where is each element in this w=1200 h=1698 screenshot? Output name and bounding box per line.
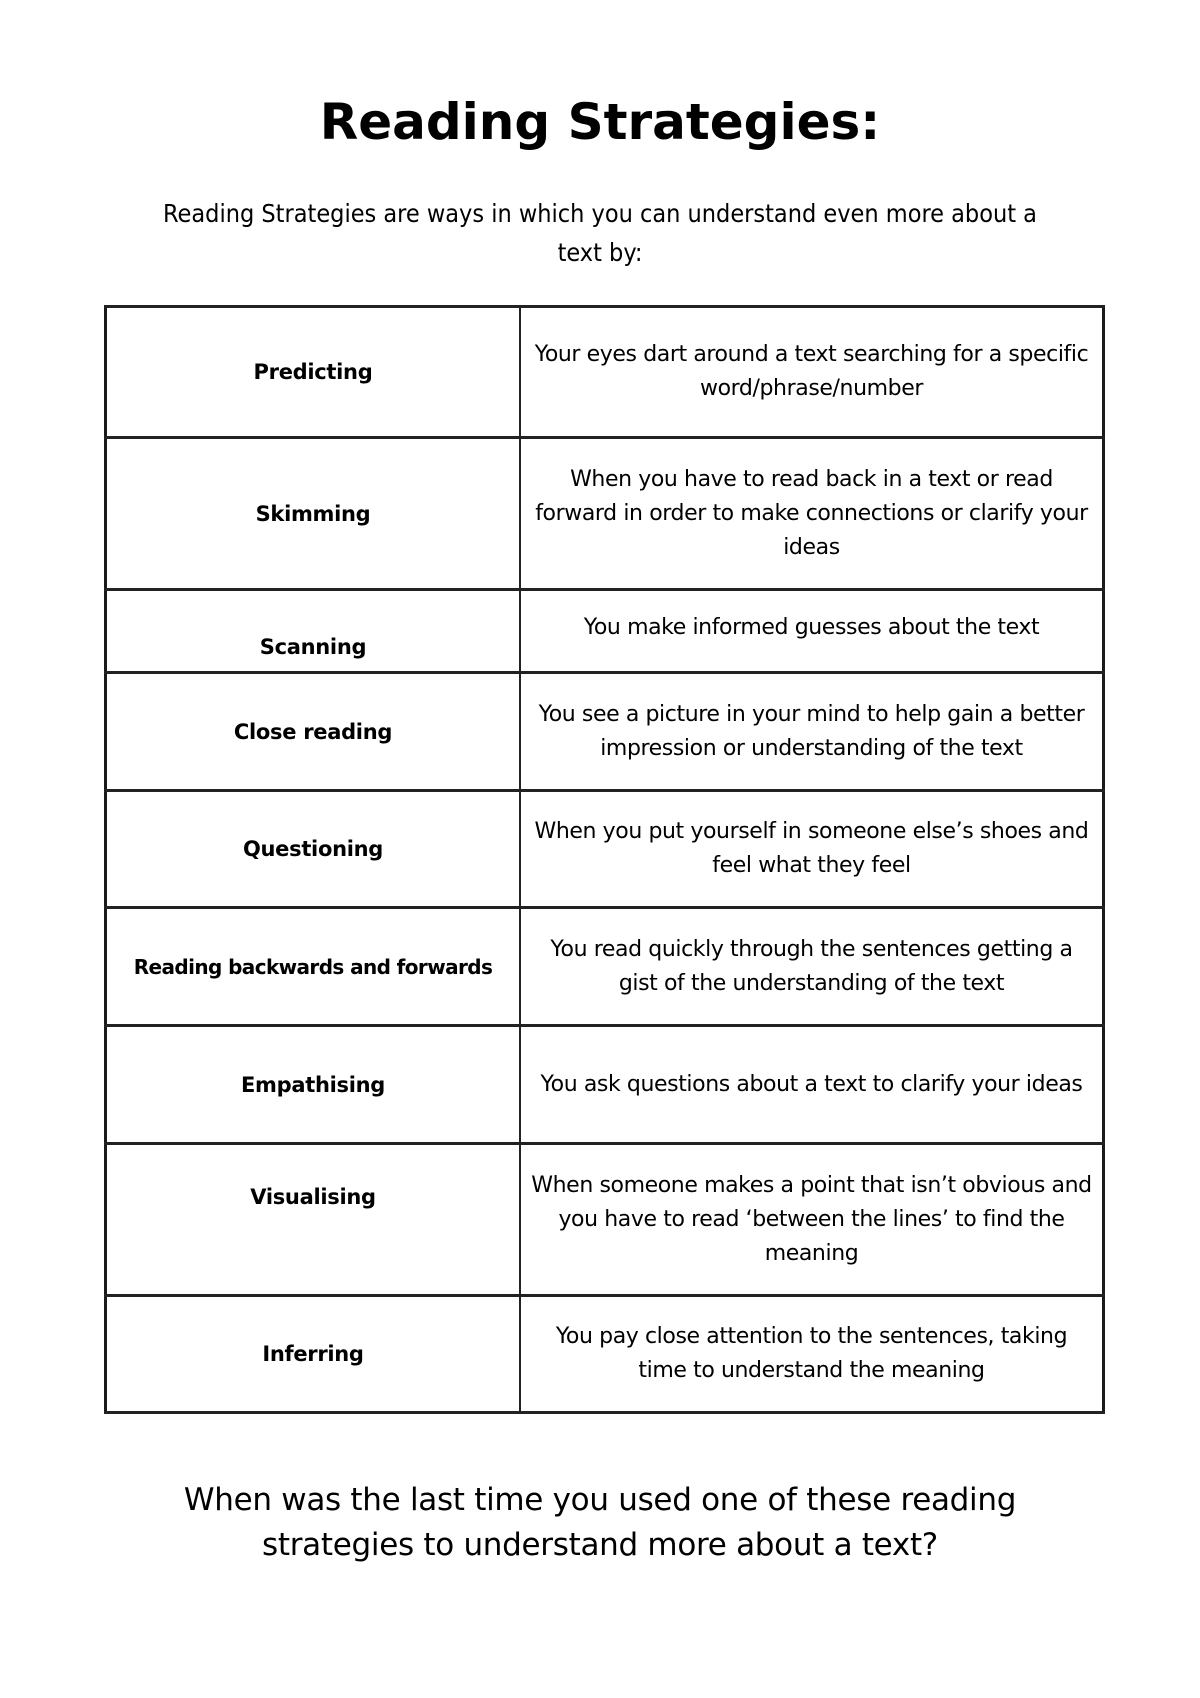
strategy-definition: You read quickly through the sentences getting a gist of the understanding of the text bbox=[520, 908, 1104, 1026]
table-row bbox=[106, 1026, 1104, 1144]
strategy-definition: When you have to read back in a text or read forward in order to make connections or clarify your ideas bbox=[520, 438, 1104, 590]
table-row bbox=[106, 908, 1104, 1026]
strategy-term: Reading backwards and forwards bbox=[106, 908, 521, 1026]
closing-question: When was the last time you used one of these reading strategies to understand more about a text? bbox=[183, 1482, 1017, 1563]
strategy-definition: You make informed guesses about the text bbox=[520, 590, 1104, 673]
table-row bbox=[106, 438, 1104, 590]
table-row bbox=[106, 791, 1104, 908]
strategies-table bbox=[104, 305, 1105, 1414]
strategy-term: Inferring bbox=[106, 1296, 521, 1413]
table-row bbox=[106, 673, 1104, 791]
strategy-term: Visualising bbox=[106, 1144, 521, 1296]
strategy-term: Questioning bbox=[106, 791, 521, 908]
intro-paragraph: Reading Strategies are ways in which you can understand even more about a text by: bbox=[163, 199, 1037, 267]
strategy-definition: When someone makes a point that isn’t obvious and you have to read ‘between the lines’ to find the meaning bbox=[520, 1144, 1104, 1296]
strategy-definition: You ask questions about a text to clarify your ideas bbox=[520, 1026, 1104, 1144]
strategy-definition: You see a picture in your mind to help gain a better impression or understanding of the text bbox=[520, 673, 1104, 791]
strategy-term: Empathising bbox=[106, 1026, 521, 1144]
strategy-term: Skimming bbox=[106, 438, 521, 590]
strategy-definition: Your eyes dart around a text searching for a specific word/phrase/number bbox=[520, 307, 1104, 438]
strategy-definition: You pay close attention to the sentences, taking time to understand the meaning bbox=[520, 1296, 1104, 1413]
strategy-term: Close reading bbox=[106, 673, 521, 791]
page-title: Reading Strategies: bbox=[319, 93, 881, 151]
table-row bbox=[106, 1296, 1104, 1413]
strategy-definition: When you put yourself in someone else’s shoes and feel what they feel bbox=[520, 791, 1104, 908]
strategy-term: Predicting bbox=[106, 307, 521, 438]
table-row bbox=[106, 590, 1104, 673]
table-row bbox=[106, 1144, 1104, 1296]
strategy-term: Scanning bbox=[106, 590, 521, 673]
table-row bbox=[106, 307, 1104, 438]
